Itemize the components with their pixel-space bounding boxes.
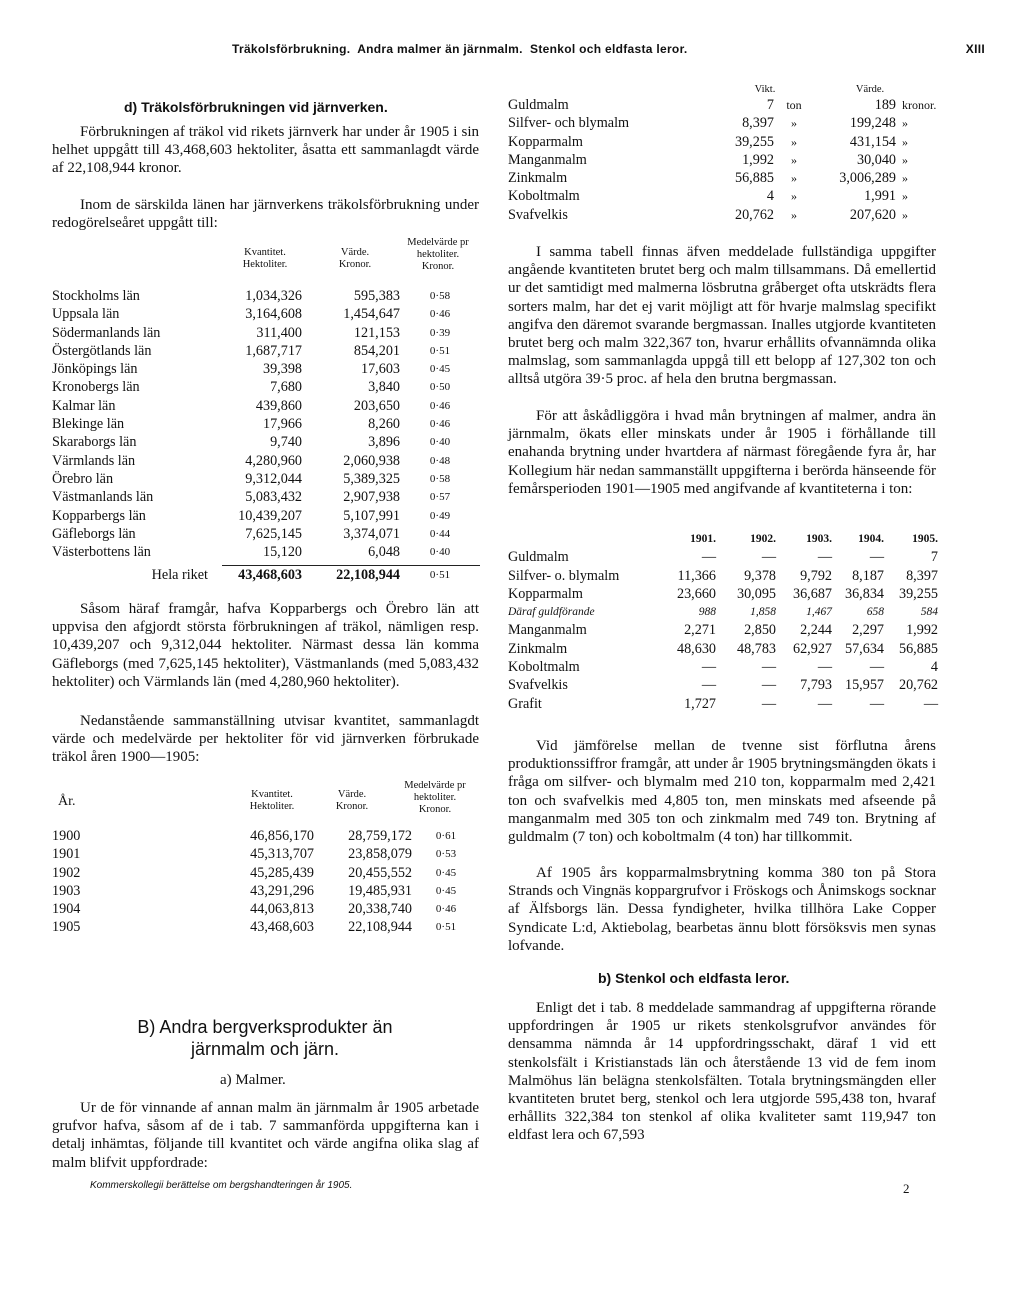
period-value: — (817, 549, 832, 566)
ore-value-unit: kronor. (902, 98, 937, 112)
period-value: — (869, 695, 884, 712)
county-value: 595,383 (353, 288, 400, 304)
ore-name: Koboltmalm (508, 188, 580, 205)
ore-row (508, 187, 938, 205)
county-name: Kopparbergs län (52, 507, 146, 524)
county-value: 5,389,325 (343, 470, 400, 487)
period-value: — (761, 695, 776, 712)
period-value: 1,992 (906, 622, 938, 639)
period-name: Zinkmalm (508, 640, 568, 657)
period-row (508, 603, 938, 621)
county-value: 3,374,071 (343, 525, 400, 542)
running-head: Träkolsförbrukning. Andra malmer än järnmalm. Stenkol och eldfasta leror. (232, 42, 688, 56)
county-qty: 17,966 (262, 416, 302, 433)
period-value: — (701, 677, 716, 694)
period-value: 2,244 (800, 622, 832, 639)
county-row (52, 470, 480, 488)
county-avg: 0·49 (429, 509, 451, 522)
county-qty: 1,034,326 (245, 288, 302, 304)
county-value: 2,060,938 (343, 452, 400, 469)
county-qty: 10,439,207 (238, 507, 302, 524)
period-value: 7,793 (800, 677, 832, 694)
county-avg: 0·45 (429, 363, 451, 376)
county-name: Östergötlands län (52, 342, 152, 359)
year-row (52, 882, 480, 900)
period-name: Manganmalm (508, 622, 587, 639)
right-paragraph-3: Vid jämförelse mellan de tvenne sist förflutna årens produktionssiffror framgår, att under år 1905 brytningsmängden ökats i fråga om silfver- och blymalm med 210 ton, kopparmalm med 2,421 ton och svafvelkis med 4,805 ton, men minskats med afseende på manganmalm med 305 ton och zinkmalm med 749 ton. Brytning af guldmalm (7 ton) och koboltmalm (4 ton) har tillkommit. (508, 738, 936, 846)
period-value: 11,366 (677, 567, 716, 584)
county-avg: 0·40 (429, 436, 451, 449)
year-avg: 0·46 (435, 903, 457, 916)
county-table (52, 287, 480, 561)
period-value: 584 (920, 606, 938, 619)
period-value: 57,634 (844, 640, 884, 657)
county-value: 1,454,647 (343, 306, 400, 323)
ore-value-unit: » (902, 207, 908, 222)
period-value: 36,834 (844, 585, 884, 602)
county-value: 854,201 (353, 342, 400, 359)
period-value: 15,957 (844, 677, 884, 694)
county-row (52, 360, 480, 378)
period-value: — (701, 549, 716, 566)
ore-header-weight: Vikt. (754, 84, 776, 95)
ore-value: 199,248 (849, 115, 896, 132)
year-avg: 0·45 (435, 884, 457, 897)
ore-weight: 4 (766, 188, 774, 205)
ore-weight-unit: » (791, 171, 797, 186)
section-a-title: a) Malmer. (220, 1072, 286, 1088)
county-value: 203,650 (353, 397, 400, 414)
county-header-avg: Medelvärde pr hektoliter. Kronor. (407, 237, 469, 272)
ore-weight: 7 (766, 97, 774, 113)
year-label: 1900 (52, 828, 81, 844)
section-b-title: b) Stenkol och eldfasta leror. (598, 970, 790, 986)
county-value: 121,153 (353, 324, 400, 341)
year-value: 20,455,552 (348, 864, 412, 881)
year-label: 1905 (52, 919, 81, 936)
county-total-avg: 0·51 (429, 569, 451, 581)
period-table (508, 530, 938, 713)
period-name: Däraf guldförande (508, 606, 595, 619)
ore-value-unit: » (902, 171, 908, 186)
county-name: Örebro län (52, 470, 114, 487)
ore-value-unit: » (902, 152, 908, 167)
ore-value: 30,040 (856, 151, 896, 168)
county-name: Skaraborgs län (52, 434, 137, 451)
county-name: Kalmar län (52, 397, 116, 414)
year-avg: 0·51 (435, 921, 457, 934)
ore-weight-unit: » (791, 152, 797, 167)
period-value: 9,792 (800, 567, 832, 584)
period-value: 7 (930, 549, 938, 566)
county-total-qty: 43,468,603 (238, 567, 302, 583)
period-value: 48,783 (736, 640, 776, 657)
year-row (52, 864, 480, 882)
period-value: 39,255 (898, 585, 938, 602)
county-total-label: Hela riket (151, 567, 208, 583)
county-qty: 9,312,044 (245, 470, 302, 487)
county-row (52, 543, 480, 561)
year-avg: 0·61 (435, 830, 457, 842)
county-value: 8,260 (368, 416, 400, 433)
year-qty: 46,856,170 (250, 828, 314, 844)
year-value: 23,858,079 (348, 846, 412, 863)
section-B-title: B) Andra bergverksprodukter än järnmalm och järn. (137, 1017, 393, 1059)
period-value: 1,467 (806, 606, 832, 619)
county-row (52, 287, 480, 305)
period-row (508, 640, 938, 658)
period-name: Grafit (508, 695, 542, 712)
period-value: 658 (866, 606, 884, 619)
period-value: 4 (930, 659, 938, 676)
county-avg: 0·57 (429, 491, 451, 504)
period-value: — (761, 677, 776, 694)
period-row (508, 658, 938, 676)
right-paragraph-5: Enligt det i tab. 8 meddelade sammandrag af uppgifterna rörande uppfordringen år 1905 ur rikets stenkolsgrufvor användes för densamma nämnda år 14 uppfordringsschakt, däraf 1 vid ett stenkolsfält i Kristianstads län och återstående 13 vid de fem inom Malmöhus län belägna stenkolsfälten. Totala brytningsmängden eller kvantiteten brutet berg, stenkol och lera utgjorde 595,438 ton, hvaraf erhållits 322,384 ton stenkol af olika kvaliteter samt 119,947 ton eldfast lera och 67,593 (508, 1000, 936, 1144)
county-avg: 0·46 (429, 399, 451, 412)
period-value: 56,885 (898, 640, 938, 657)
ore-name: Silfver- och blymalm (508, 115, 630, 132)
county-avg: 0·46 (429, 308, 451, 321)
county-value: 2,907,938 (343, 489, 400, 506)
period-value: 2,271 (684, 622, 716, 639)
year-qty: 45,285,439 (250, 864, 314, 881)
period-value: — (761, 549, 776, 566)
ore-weight-unit: » (791, 189, 797, 204)
period-row (508, 676, 938, 694)
period-row (508, 548, 938, 566)
ore-row (508, 96, 938, 114)
county-row (52, 415, 480, 433)
left-paragraph-4: Nedanstående sammanställning utvisar kvantitet, sammanlagdt värde och medelvärde per hektoliter för vid järnverken förbrukade träkol åren 1900—1905: (52, 713, 479, 766)
period-name: Kopparmalm (508, 585, 583, 602)
county-avg: 0·46 (429, 418, 451, 431)
year-header-avg: Medelvärde pr hektoliter. Kronor. (404, 780, 466, 815)
county-total-value: 22,108,944 (336, 567, 400, 583)
period-value: — (869, 549, 884, 566)
period-name: Koboltmalm (508, 659, 580, 676)
county-value: 17,603 (360, 361, 400, 378)
period-row (508, 695, 938, 713)
county-avg: 0·39 (429, 326, 451, 339)
year-table (52, 827, 480, 937)
county-row (52, 507, 480, 525)
year-value: 28,759,172 (348, 828, 412, 844)
ore-weight-unit: » (791, 116, 797, 131)
year-avg: 0·53 (435, 848, 457, 861)
county-total-row (52, 566, 480, 584)
county-row (52, 324, 480, 342)
ore-value: 1,991 (864, 188, 896, 205)
period-value: — (761, 659, 776, 676)
period-year-header: 1904. (858, 533, 884, 545)
ore-header-value: Värde. (855, 84, 885, 95)
year-row (52, 827, 480, 845)
year-row (52, 900, 480, 918)
period-value: — (817, 659, 832, 676)
year-label: 1902 (52, 864, 81, 881)
period-value: — (817, 695, 832, 712)
year-row (52, 845, 480, 863)
period-value: 9,378 (744, 567, 776, 584)
year-label: 1903 (52, 882, 81, 899)
county-name: Västerbottens län (52, 544, 151, 561)
county-qty: 439,860 (255, 397, 302, 414)
year-qty: 43,291,296 (250, 882, 314, 899)
period-value: 1,858 (750, 606, 776, 619)
county-row (52, 378, 480, 396)
right-paragraph-1: I samma tabell finnas äfven meddelade fullständiga uppgifter angående kvantiteten brutet berg och malm tillsammans. Då emellertid ur det samtidigt med malmerna lösbrutna gråberget ofta utskrädts flera sorters malm, har det ej varit möjligt att för hvarje malmslag specifikt angifva den däremot svarande bergmassan. Inalles utgjorde kvantiteten brutet berg och malm 322,367 ton, hvarur erhållits ofvannämnda olika malmslag, som sammanlagda uppgå till ett belopp af 127,302 ton och alltså utgöra 39·5 proc. af hela den brutna bergmassan. (508, 244, 936, 388)
ore-name: Zinkmalm (508, 170, 568, 187)
period-value: 8,397 (906, 567, 938, 584)
year-row (52, 918, 480, 936)
county-name: Värmlands län (52, 452, 136, 469)
ore-row (508, 206, 938, 224)
county-name: Blekinge län (52, 416, 125, 433)
ore-name: Manganmalm (508, 151, 587, 168)
period-value: 48,630 (676, 640, 716, 657)
period-name: Svafvelkis (508, 677, 568, 694)
ore-table (508, 96, 938, 224)
county-qty: 15,120 (262, 544, 302, 561)
period-row (508, 567, 938, 585)
ore-row (508, 151, 938, 169)
left-paragraph-2: Inom de särskilda länen har järnverkens träkolsförbrukning under redogörelseåret uppgått till: (52, 197, 479, 232)
ore-value-unit: » (902, 116, 908, 131)
ore-weight-unit: » (791, 134, 797, 149)
ore-name: Kopparmalm (508, 133, 583, 150)
ore-value-unit: » (902, 134, 908, 149)
county-value: 6,048 (368, 544, 400, 561)
period-value: 62,927 (792, 640, 832, 657)
county-qty: 39,398 (262, 361, 302, 378)
county-value: 5,107,991 (343, 507, 400, 524)
period-head-blank (508, 530, 656, 548)
ore-value: 3,006,289 (839, 170, 896, 187)
county-row (52, 342, 480, 360)
county-name: Kronobergs län (52, 379, 140, 396)
left-paragraph-5: Ur de för vinnande af annan malm än järnmalm år 1905 arbetade grufvor hafva, såsom af de i tab. 7 sammanförda uppgifterna kan i detalj inhämtas, följande till kvantitet och värde angifna olika slag af malm blifvit uppfordrade: (52, 1100, 479, 1171)
period-name: Guldmalm (508, 549, 569, 566)
county-qty: 4,280,960 (245, 452, 302, 469)
period-value: 2,850 (744, 622, 776, 639)
county-value: 3,840 (368, 379, 400, 396)
right-paragraph-4: Af 1905 års kopparmalmsbrytning komma 380 ton på Stora Strands och Vingnäs koppargrufvor i Fröskogs och Ånimskogs socknar af Älfsborgs län. Dessa fyndigheter, hvilka tillhöra Lake Copper Syndicate L:d, Aktiebolag, bearbetas ännu blott försöksvis men synas lofvande. (508, 865, 936, 954)
ore-row (508, 133, 938, 151)
ore-row (508, 114, 938, 132)
county-name: Uppsala län (52, 306, 120, 323)
period-value: 30,095 (736, 585, 776, 602)
section-d-title: d) Träkolsförbrukningen vid järnverken. (124, 99, 388, 115)
year-qty: 44,063,813 (250, 901, 314, 918)
ore-row (508, 169, 938, 187)
county-qty: 7,625,145 (245, 525, 302, 542)
county-header-value: Värde. Kronor. (338, 247, 372, 270)
period-value: 20,762 (898, 677, 938, 694)
county-row (52, 488, 480, 506)
county-row (52, 525, 480, 543)
period-value: 1,727 (684, 695, 716, 712)
page-number: 2 (903, 1181, 910, 1196)
county-name: Jönköpings län (52, 361, 138, 378)
county-qty: 5,083,432 (245, 489, 302, 506)
county-qty: 311,400 (256, 324, 302, 341)
county-qty: 3,164,608 (245, 306, 302, 323)
county-header-qty: Kvantitet. Hektoliter. (242, 247, 288, 270)
period-year-header: 1905. (912, 533, 938, 545)
page-footer: Kommerskollegii berättelse om bergshandteringen år 1905. (90, 1180, 353, 1191)
year-qty: 43,468,603 (250, 919, 314, 936)
period-year-header: 1903. (806, 533, 832, 545)
county-qty: 9,740 (270, 434, 302, 451)
left-paragraph-1: Förbrukningen af träkol vid rikets järnverk har under år 1905 i sin helhet uppgått till 43,468,603 hektoliter, åsatta ett sammanlagdt värde af 22,108,944 kronor. (52, 124, 479, 177)
period-value: 23,660 (676, 585, 716, 602)
ore-weight: 39,255 (734, 133, 774, 150)
year-label: 1901 (52, 846, 81, 863)
year-value: 22,108,944 (348, 919, 412, 936)
county-value: 3,896 (368, 434, 400, 451)
year-header-label: År. (58, 794, 76, 809)
county-avg: 0·51 (429, 344, 451, 357)
ore-value: 431,154 (849, 133, 896, 150)
year-qty: 45,313,707 (250, 846, 314, 863)
period-row (508, 585, 938, 603)
county-row (52, 452, 480, 470)
year-value: 20,338,740 (348, 901, 412, 918)
ore-name: Svafvelkis (508, 206, 568, 223)
county-name: Gäfleborgs län (52, 525, 136, 542)
county-name: Västmanlands län (52, 489, 154, 506)
ore-weight-unit: » (791, 207, 797, 222)
county-name: Södermanlands län (52, 324, 161, 341)
ore-value: 189 (874, 97, 896, 113)
period-year-header: 1902. (750, 533, 776, 545)
county-name: Stockholms län (52, 288, 140, 304)
ore-value: 207,620 (849, 206, 896, 223)
county-row (52, 433, 480, 451)
county-avg: 0·58 (429, 472, 451, 485)
period-value: 2,297 (852, 622, 884, 639)
period-value: 8,187 (852, 567, 884, 584)
ore-weight: 20,762 (734, 206, 774, 223)
year-header-qty: Kvantitet. Hektoliter. (249, 789, 295, 812)
ore-weight: 8,397 (742, 115, 774, 132)
period-value: 988 (698, 606, 716, 619)
ore-weight: 56,885 (734, 170, 774, 187)
left-paragraph-3: Såsom häraf framgår, hafva Kopparbergs och Örebro län att uppvisa den afgjordt största förbrukningen af träkol, nämligen resp. 10,439,207 och 9,312,044 hektoliter. Närmast dessa län komma Gäfleborgs (med 7,625,145 hektoliter), Västmanlands (med 5,083,432 hektoliter) och Värmlands län (med 4,280,960 hektoliter). (52, 601, 479, 690)
ore-weight-unit: ton (786, 98, 802, 112)
county-avg: 0·44 (429, 527, 451, 540)
period-value: 36,687 (792, 585, 832, 602)
county-avg: 0·50 (429, 381, 451, 394)
year-header-value: Värde. Kronor. (335, 789, 369, 812)
year-avg: 0·45 (435, 866, 457, 879)
period-row (508, 621, 938, 639)
ore-name: Guldmalm (508, 97, 569, 113)
county-row (52, 397, 480, 415)
period-value: — (701, 659, 716, 676)
county-avg: 0·48 (429, 454, 451, 467)
period-value: — (923, 695, 938, 712)
county-qty: 7,680 (270, 379, 302, 396)
period-name: Silfver- o. blymalm (508, 567, 620, 584)
ore-value-unit: » (902, 189, 908, 204)
year-label: 1904 (52, 901, 81, 918)
ore-weight: 1,992 (742, 151, 774, 168)
period-year-header: 1901. (690, 533, 716, 545)
county-avg: 0·40 (429, 546, 451, 559)
county-row (52, 305, 480, 323)
county-avg: 0·58 (429, 290, 451, 302)
right-paragraph-2: För att åskådliggöra i hvad mån brytningen af malmer, andra än järnmalm, ökats eller minskats under år 1905 i förhållande till enahanda brytning under hvartdera af närmast föregående fyra år, har Kollegium här nedan sammanställt uppgifterna i berörda hänseende för femårsperioden 1901—1905 med angifvande af kvantiteterna i ton: (508, 408, 936, 497)
period-value: — (869, 659, 884, 676)
year-value: 19,485,931 (348, 882, 412, 899)
page-number-roman: XIII (965, 42, 985, 56)
county-qty: 1,687,717 (245, 342, 302, 359)
